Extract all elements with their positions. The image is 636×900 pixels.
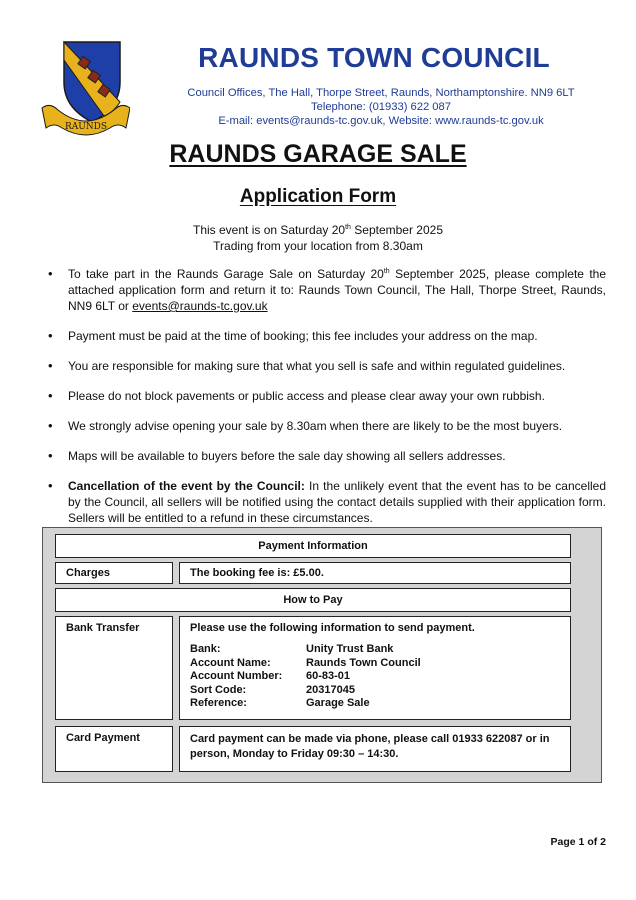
payment-information-table — [42, 527, 602, 783]
information-list — [46, 266, 606, 540]
list-item: • Maps will be available to buyers before the sale day showing all sellers addresses. — [46, 448, 606, 464]
charges-label: Charges — [55, 562, 173, 584]
event-trading-time: Trading from your location from 8.30am — [213, 239, 423, 253]
bank-transfer-label: Bank Transfer — [55, 616, 173, 720]
how-to-pay-heading: How to Pay — [55, 588, 571, 612]
list-item: • Payment must be paid at the time of booking; this fee includes your address on the map. — [46, 328, 606, 344]
form-subtitle: Application Form — [239, 186, 397, 207]
letterhead — [0, 0, 636, 140]
crest-scroll-text: RAUNDS — [64, 122, 108, 132]
bank-transfer-details — [179, 616, 571, 720]
bank-intro: Please use the following information to send payment. — [190, 622, 475, 634]
council-email-website: E-mail: events@raunds-tc.gov.uk, Website: www.raunds-tc.gov.uk — [218, 115, 544, 127]
list-item: • We strongly advise opening your sale by 8.30am when there are likely to be the most buyers. — [46, 418, 606, 434]
event-info — [0, 222, 636, 254]
event-date: This event is on Saturday 20th September 2025 — [193, 223, 443, 237]
list-item: • Cancellation of the event by the Council: In the unlikely event that the event has to be cancelled by the Council, all sellers will be notified using the contact details supplied with their application form. Sellers will be entitled to a refund in these circumstances. — [46, 478, 606, 526]
contact-details — [150, 86, 612, 128]
cancellation-heading: Cancellation of the event by the Council: — [68, 479, 305, 493]
page-title: RAUNDS GARAGE SALE — [169, 140, 467, 168]
council-phone: Telephone: (01933) 622 087 — [311, 101, 451, 113]
council-name: RAUNDS TOWN COUNCIL — [198, 42, 550, 73]
payment-info-heading: Payment Information — [55, 534, 571, 558]
list-item: • To take part in the Raunds Garage Sale on Saturday 20th September 2025, please complete the attached application form and return it to: Raunds Town Council, The Hall, Thorpe Street, Raunds, NN9 6LT or events@raunds-tc.gov.uk — [46, 266, 606, 314]
bank-detail-row: Account Name: Raunds Town Council — [190, 656, 421, 669]
list-item: • Please do not block pavements or public access and please clear away your own rubbish. — [46, 388, 606, 404]
card-payment-label: Card Payment — [55, 726, 173, 772]
bank-detail-row: Bank: Unity Trust Bank — [190, 643, 394, 655]
bank-detail-row: Sort Code: 20317045 — [190, 683, 355, 696]
page-number: Page 1 of 2 — [550, 836, 606, 848]
list-item: • You are responsible for making sure that what you sell is safe and within regulated guidelines. — [46, 358, 606, 374]
charges-value: The booking fee is: £5.00. — [179, 562, 571, 584]
bank-detail-row: Reference: Garage Sale — [190, 697, 370, 709]
council-address: Council Offices, The Hall, Thorpe Street, Raunds, Northamptonshire. NN9 6LT — [187, 87, 575, 99]
bank-detail-row: Account Number: 60-83-01 — [190, 670, 351, 682]
email-link[interactable]: events@raunds-tc.gov.uk — [132, 299, 268, 313]
card-payment-details: Card payment can be made via phone, please call 01933 622087 or in person, Monday to Friday 09:30 – 14:30. — [179, 726, 571, 772]
council-crest-logo — [40, 38, 130, 138]
